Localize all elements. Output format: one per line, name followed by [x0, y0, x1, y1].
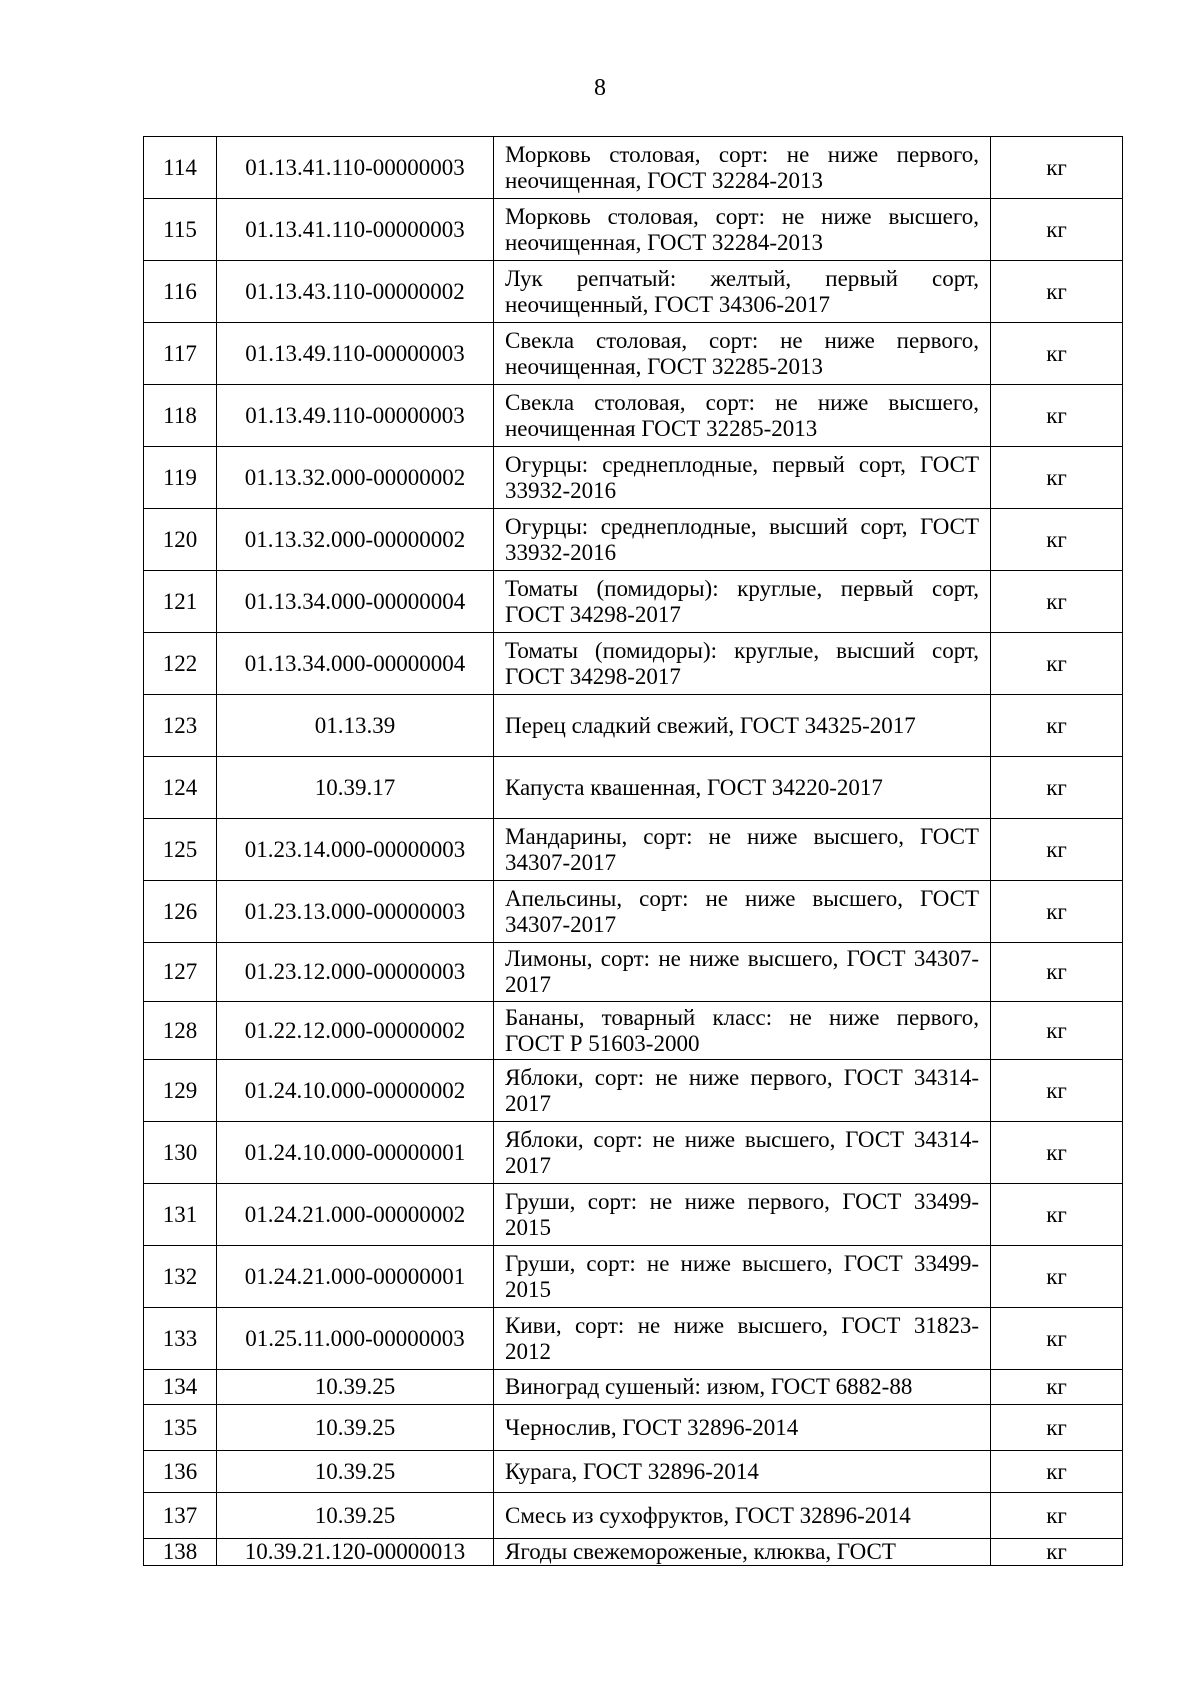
- row-number: 114: [144, 137, 217, 199]
- unit-of-measure: кг: [991, 137, 1123, 199]
- product-code: 01.25.11.000-00000003: [217, 1308, 494, 1370]
- table-row: [144, 1539, 1123, 1566]
- product-name: Томаты (помидоры): круглые, первый сорт, ГОСТ 34298-2017: [494, 571, 991, 633]
- product-code: 01.13.49.110-00000003: [217, 385, 494, 447]
- unit-of-measure: кг: [991, 1184, 1123, 1246]
- unit-of-measure: кг: [991, 757, 1123, 819]
- product-code: 10.39.25: [217, 1370, 494, 1405]
- row-number: 125: [144, 819, 217, 881]
- unit-of-measure: кг: [991, 1370, 1123, 1405]
- row-number: 116: [144, 261, 217, 323]
- row-number: 131: [144, 1184, 217, 1246]
- unit-of-measure: кг: [991, 633, 1123, 695]
- product-name: Перец сладкий свежий, ГОСТ 34325-2017: [494, 695, 991, 757]
- table-row: [144, 1405, 1123, 1451]
- unit-of-measure: кг: [991, 1493, 1123, 1539]
- product-code: 01.22.12.000-00000002: [217, 1002, 494, 1060]
- product-name: Капуста квашенная, ГОСТ 34220-2017: [494, 757, 991, 819]
- table-row: [144, 1493, 1123, 1539]
- unit-of-measure: кг: [991, 1451, 1123, 1493]
- row-number: 122: [144, 633, 217, 695]
- table-row: [144, 385, 1123, 447]
- table-row: [144, 1246, 1123, 1308]
- unit-of-measure: кг: [991, 1246, 1123, 1308]
- product-name: Морковь столовая, сорт: не ниже высшего, неочищенная, ГОСТ 32284-2013: [494, 199, 991, 261]
- product-code: 10.39.25: [217, 1493, 494, 1539]
- product-name: Смесь из сухофруктов, ГОСТ 32896-2014: [494, 1493, 991, 1539]
- table-row: [144, 1451, 1123, 1493]
- product-code: 10.39.21.120-00000013: [217, 1539, 494, 1566]
- product-code: 01.13.34.000-00000004: [217, 633, 494, 695]
- table-row: [144, 633, 1123, 695]
- product-code: 01.24.10.000-00000001: [217, 1122, 494, 1184]
- table-row: [144, 695, 1123, 757]
- product-name: Огурцы: среднеплодные, высший сорт, ГОСТ 33932-2016: [494, 509, 991, 571]
- product-name: Чернослив, ГОСТ 32896-2014: [494, 1405, 991, 1451]
- product-code: 01.23.13.000-00000003: [217, 881, 494, 943]
- product-code: 01.13.34.000-00000004: [217, 571, 494, 633]
- product-name: Свекла столовая, сорт: не ниже высшего, неочищенная ГОСТ 32285-2013: [494, 385, 991, 447]
- row-number: 134: [144, 1370, 217, 1405]
- product-code: 01.13.32.000-00000002: [217, 447, 494, 509]
- unit-of-measure: кг: [991, 1122, 1123, 1184]
- products-table-body: [144, 137, 1123, 1566]
- unit-of-measure: кг: [991, 695, 1123, 757]
- page-number: 8: [594, 75, 606, 101]
- product-name: Бананы, товарный класс: не ниже первого, ГОСТ Р 51603-2000: [494, 1002, 991, 1060]
- product-name: Груши, сорт: не ниже высшего, ГОСТ 33499-2015: [494, 1246, 991, 1308]
- product-code: 01.24.21.000-00000001: [217, 1246, 494, 1308]
- unit-of-measure: кг: [991, 261, 1123, 323]
- row-number: 120: [144, 509, 217, 571]
- unit-of-measure: кг: [991, 509, 1123, 571]
- product-code: 01.13.32.000-00000002: [217, 509, 494, 571]
- unit-of-measure: кг: [991, 199, 1123, 261]
- product-name: Свекла столовая, сорт: не ниже первого, неочищенная, ГОСТ 32285-2013: [494, 323, 991, 385]
- row-number: 121: [144, 571, 217, 633]
- unit-of-measure: кг: [991, 323, 1123, 385]
- product-name: Курага, ГОСТ 32896-2014: [494, 1451, 991, 1493]
- table-row: [144, 881, 1123, 943]
- product-name: Киви, сорт: не ниже высшего, ГОСТ 31823-2012: [494, 1308, 991, 1370]
- table-row: [144, 571, 1123, 633]
- unit-of-measure: кг: [991, 1002, 1123, 1060]
- table-row: [144, 323, 1123, 385]
- product-code: 01.23.14.000-00000003: [217, 819, 494, 881]
- product-name: Мандарины, сорт: не ниже высшего, ГОСТ 34307-2017: [494, 819, 991, 881]
- row-number: 128: [144, 1002, 217, 1060]
- table-row: [144, 819, 1123, 881]
- product-name: Лук репчатый: желтый, первый сорт, неочищенный, ГОСТ 34306-2017: [494, 261, 991, 323]
- unit-of-measure: кг: [991, 943, 1123, 1002]
- unit-of-measure: кг: [991, 1060, 1123, 1122]
- row-number: 115: [144, 199, 217, 261]
- row-number: 127: [144, 943, 217, 1002]
- product-code: 01.13.39: [217, 695, 494, 757]
- product-code: 01.13.41.110-00000003: [217, 199, 494, 261]
- row-number: 118: [144, 385, 217, 447]
- table-row: [144, 1370, 1123, 1405]
- table-row: [144, 199, 1123, 261]
- table-row: [144, 1002, 1123, 1060]
- row-number: 123: [144, 695, 217, 757]
- unit-of-measure: кг: [991, 819, 1123, 881]
- row-number: 133: [144, 1308, 217, 1370]
- row-number: 130: [144, 1122, 217, 1184]
- product-code: 01.23.12.000-00000003: [217, 943, 494, 1002]
- table-row: [144, 447, 1123, 509]
- product-code: 10.39.25: [217, 1405, 494, 1451]
- table-row: [144, 1184, 1123, 1246]
- row-number: 124: [144, 757, 217, 819]
- product-name: Груши, сорт: не ниже первого, ГОСТ 33499-2015: [494, 1184, 991, 1246]
- unit-of-measure: кг: [991, 571, 1123, 633]
- unit-of-measure: кг: [991, 1539, 1123, 1566]
- product-name: Томаты (помидоры): круглые, высший сорт, ГОСТ 34298-2017: [494, 633, 991, 695]
- row-number: 135: [144, 1405, 217, 1451]
- table-row: [144, 943, 1123, 1002]
- unit-of-measure: кг: [991, 447, 1123, 509]
- product-name: Яблоки, сорт: не ниже первого, ГОСТ 34314-2017: [494, 1060, 991, 1122]
- product-code: 01.13.41.110-00000003: [217, 137, 494, 199]
- unit-of-measure: кг: [991, 1308, 1123, 1370]
- product-code: 01.13.43.110-00000002: [217, 261, 494, 323]
- product-code: 10.39.17: [217, 757, 494, 819]
- product-code: 10.39.25: [217, 1451, 494, 1493]
- product-code: 01.24.21.000-00000002: [217, 1184, 494, 1246]
- row-number: 132: [144, 1246, 217, 1308]
- row-number: 137: [144, 1493, 217, 1539]
- product-name: Лимоны, сорт: не ниже высшего, ГОСТ 34307-2017: [494, 943, 991, 1002]
- product-name: Апельсины, сорт: не ниже высшего, ГОСТ 34307-2017: [494, 881, 991, 943]
- table-row: [144, 137, 1123, 199]
- table-row: [144, 1122, 1123, 1184]
- product-code: 01.13.49.110-00000003: [217, 323, 494, 385]
- unit-of-measure: кг: [991, 881, 1123, 943]
- table-row: [144, 1060, 1123, 1122]
- table-row: [144, 509, 1123, 571]
- row-number: 119: [144, 447, 217, 509]
- row-number: 126: [144, 881, 217, 943]
- table-row: [144, 1308, 1123, 1370]
- row-number: 136: [144, 1451, 217, 1493]
- product-name: Ягоды свежемороженые, клюква, ГОСТ: [494, 1539, 991, 1566]
- product-name: Огурцы: среднеплодные, первый сорт, ГОСТ 33932-2016: [494, 447, 991, 509]
- product-name: Виноград сушеный: изюм, ГОСТ 6882-88: [494, 1370, 991, 1405]
- unit-of-measure: кг: [991, 385, 1123, 447]
- product-name: Яблоки, сорт: не ниже высшего, ГОСТ 34314-2017: [494, 1122, 991, 1184]
- product-name: Морковь столовая, сорт: не ниже первого, неочищенная, ГОСТ 32284-2013: [494, 137, 991, 199]
- table-row: [144, 757, 1123, 819]
- row-number: 138: [144, 1539, 217, 1566]
- row-number: 117: [144, 323, 217, 385]
- unit-of-measure: кг: [991, 1405, 1123, 1451]
- row-number: 129: [144, 1060, 217, 1122]
- products-table: [143, 136, 1123, 1566]
- product-code: 01.24.10.000-00000002: [217, 1060, 494, 1122]
- table-row: [144, 261, 1123, 323]
